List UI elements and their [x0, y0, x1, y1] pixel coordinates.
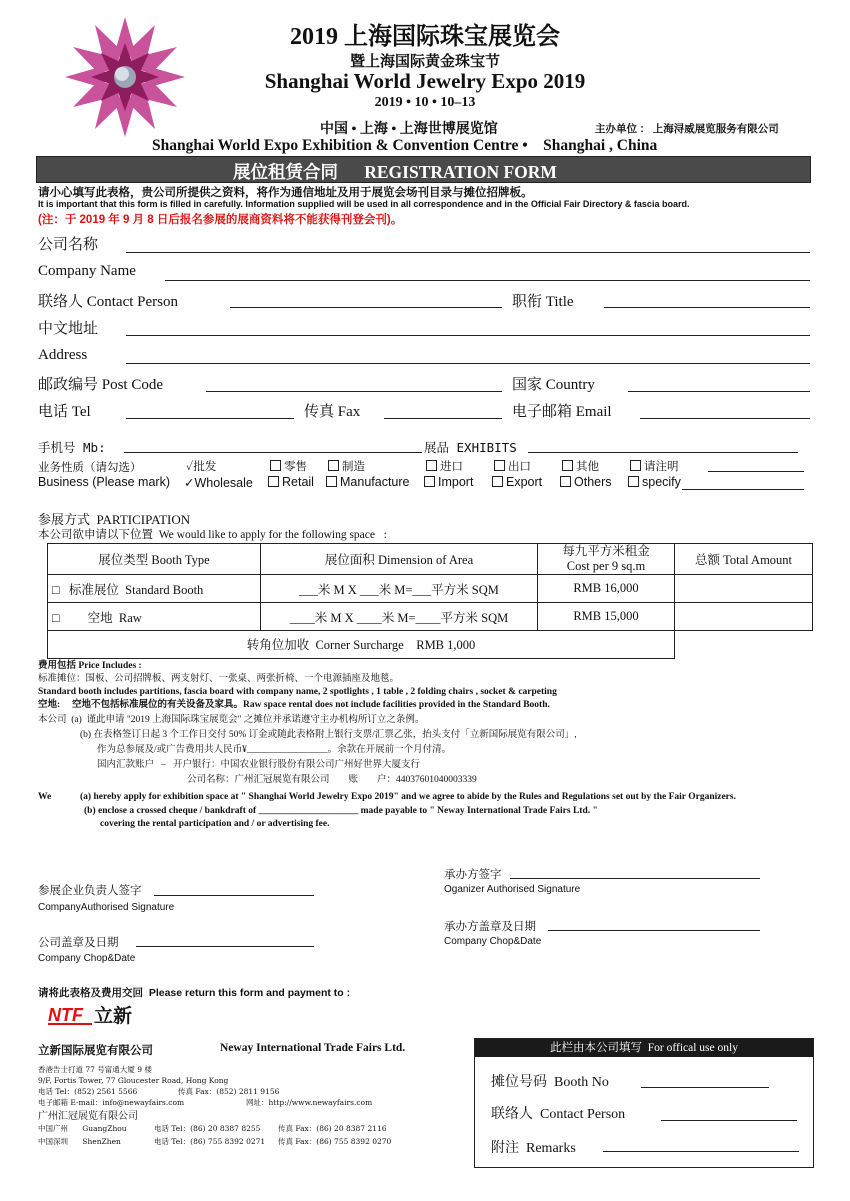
company-chop-cn-label: 公司盖章及日期: [38, 935, 119, 949]
exhibits-input[interactable]: [528, 452, 798, 453]
terms-price-includes: 费用包括 Price Includes :: [38, 661, 142, 671]
sz-fax-footer: 传真 Fax：(86) 755 8392 0270: [278, 1137, 392, 1146]
specify-cn-input[interactable]: [708, 471, 804, 472]
company-name-en-label: Company Name: [38, 263, 136, 279]
checkbox-icon[interactable]: [562, 460, 573, 471]
fax-footer: 传真 Fax：(852) 2811 9156: [178, 1087, 280, 1096]
checkbox-icon[interactable]: [426, 460, 437, 471]
option-retail-cn[interactable]: 零售: [270, 458, 307, 474]
website-footer: 网址：http://www.newayfairs.com: [246, 1098, 373, 1107]
company-signature-input[interactable]: [154, 895, 314, 896]
header-booth-type: 展位类型 Booth Type: [48, 544, 261, 575]
company-name-cn-input[interactable]: [126, 252, 810, 253]
gz-city-footer: 中国广州 GuangZhou: [38, 1124, 127, 1133]
organizer-chop-input[interactable]: [548, 930, 760, 931]
organizer-signature-input[interactable]: [510, 878, 760, 879]
address-cn-footer: 香港告士打道 77 号富通大厦 9 楼: [38, 1065, 152, 1074]
fax-input[interactable]: [384, 418, 502, 419]
office-contact-input[interactable]: [661, 1120, 797, 1121]
title-en: Shanghai World Jewelry Expo 2019: [264, 69, 586, 93]
tel-input[interactable]: [126, 418, 294, 419]
table-row: [48, 631, 813, 659]
email-footer: 电子邮箱 E-mail：info@newayfairs.com: [38, 1098, 185, 1107]
table-header-row: [48, 544, 813, 575]
option-import-en[interactable]: Import: [424, 475, 473, 489]
booth-type-raw[interactable]: □ 空地 Raw: [48, 603, 261, 631]
checkbox-icon[interactable]: [328, 460, 339, 471]
terms-deposit-cn: (b) 在表格签订日起 3 个工作日交付 50% 订金或随此表格附上银行支票/汇票乙张，抬头支付「立新国际展览有限公司」,: [80, 730, 577, 740]
dimension-raw[interactable]: ____米 M X ____米 M=____平方米 SQM: [261, 603, 538, 631]
terms-standard-cn: 标准摊位：围板、公司招牌板、两支射灯、一张桌、两张折椅、一个电源插座及地毯。: [38, 674, 400, 684]
option-specify-en[interactable]: specify: [628, 475, 681, 489]
table-row: [48, 603, 813, 631]
venue-cn: 中国 • 上海 • 上海世博展览馆: [320, 122, 498, 137]
checkbox-icon[interactable]: [560, 476, 571, 487]
remarks-input[interactable]: [603, 1151, 799, 1152]
notice-red: (注：于 2019 年 9 月 8 日后报名参展的展商资料将不能获得刊登会刊)。: [38, 214, 403, 226]
post-code-label: 邮政编号 Post Code: [38, 377, 164, 393]
option-others-en[interactable]: Others: [560, 475, 612, 489]
subtitle-cn: 暨上海国际黄金珠宝节: [349, 54, 500, 70]
banner-text: 展位租赁合同 REGISTRATION FORM: [233, 162, 557, 182]
notice-cn: 请小心填写此表格，贵公司所提供之资料，将作为通信地址及用于展览会场刊目录与摊位招牌板。: [38, 187, 533, 199]
return-instruction: 请将此表格及费用交回 Please return this form and payment to :: [38, 987, 351, 999]
total-standard[interactable]: [675, 575, 813, 603]
cost-raw: RMB 15,000: [538, 603, 675, 631]
corner-surcharge: 转角位加收 Corner Surcharge RMB 1,000: [48, 631, 675, 659]
svg-text:立新: 立新: [94, 1005, 133, 1026]
tel-footer: 电话 Tel：(852) 2561 5566: [38, 1087, 138, 1096]
ntf-logo-icon: [46, 1002, 144, 1026]
company-name-cn-label: 公司名称: [38, 237, 99, 253]
header-total: 总额 Total Amount: [675, 544, 813, 575]
checkbox-icon[interactable]: [628, 476, 639, 487]
option-wholesale-en[interactable]: ✓Wholesale: [184, 476, 253, 490]
office-use-header: 此栏由本公司填写 For offical use only: [475, 1039, 813, 1057]
address-en-label: Address: [38, 347, 88, 363]
organizer-signature-en-label: Oganizer Authorised Signature: [444, 884, 581, 895]
checkbox-icon[interactable]: [630, 460, 641, 471]
title-cn: 2019 上海国际珠宝展览会: [290, 24, 560, 50]
terms-we: We: [38, 792, 52, 802]
company-name-en-input[interactable]: [165, 280, 810, 281]
company-signature-en-label: CompanyAuthorised Signature: [38, 902, 175, 913]
terms-standard-en: Standard booth includes partitions, fascia board with company name, 2 spotlights , 1 table , 2 folding chairs , socket & carpeting: [38, 687, 557, 697]
organizer: 主办单位 ： 上海浔威展览服务有限公司: [595, 124, 779, 135]
address-cn-label: 中文地址: [38, 321, 99, 337]
company-name-cn-footer: 立新国际展览有限公司: [38, 1043, 153, 1057]
business-cn-label: 业务性质（请勾选）: [38, 460, 142, 474]
gz-tel-footer: 电话 Tel：(86) 20 8387 8255: [154, 1124, 261, 1133]
checkbox-icon[interactable]: [270, 460, 281, 471]
mobile-label: 手机号 Mb:: [38, 440, 106, 455]
company-name-en-footer: Neway International Trade Fairs Ltd.: [220, 1042, 406, 1054]
organizer-chop-cn-label: 承办方盖章及日期: [444, 919, 536, 933]
remarks-label: 附注 Remarks: [491, 1141, 576, 1156]
venue-en: Shanghai World Expo Exhibition & Convention Centre • Shanghai , China: [152, 137, 658, 154]
terms-bank-cn: 国内汇款账户 – 开户银行：中国农业银行股份有限公司广州好世界大厦支行: [97, 760, 421, 770]
table-row: [48, 575, 813, 603]
checkbox-icon[interactable]: [492, 476, 503, 487]
gz-fax-footer: 传真 Fax：(86) 20 8387 2116: [278, 1124, 387, 1133]
cost-standard: RMB 16,000: [538, 575, 675, 603]
ntf-logo-text: NTF: [48, 1005, 83, 1025]
checkbox-icon[interactable]: [268, 476, 279, 487]
booth-type-standard[interactable]: □ 标准展位 Standard Booth: [48, 575, 261, 603]
tel-label: 电话 Tel: [38, 404, 91, 420]
booth-no-label: 摊位号码 Booth No: [491, 1075, 609, 1090]
organizer-chop-en-label: Company Chop&Date: [444, 936, 542, 947]
terms-apply-cn: 本公司 (a) 谨此申请 "2019 上海国际珠宝展览会" 之摊位并承诺遵守主办机构所订立之条例。: [38, 715, 425, 725]
participation-intro: 本公司欲申请以下位置 We would like to apply for the following space :: [38, 529, 387, 541]
checkbox-icon[interactable]: [494, 460, 505, 471]
specify-en-input[interactable]: [682, 489, 804, 490]
exhibits-label: 展品 EXHIBITS: [424, 440, 517, 455]
participation-heading: 参展方式 PARTICIPATION: [38, 512, 191, 527]
booth-table: [47, 543, 813, 659]
option-manufacture-cn[interactable]: 制造: [328, 458, 365, 474]
total-raw[interactable]: [675, 603, 813, 631]
terms-account-cn: 公司名称：广州汇冠展览有限公司 账 户：44037601040003339: [187, 775, 477, 785]
business-en-label: Business (Please mark): [38, 475, 170, 489]
dimension-standard[interactable]: ___米 M X ___米 M=___平方米 SQM: [261, 575, 538, 603]
booth-no-input[interactable]: [641, 1087, 769, 1088]
option-export-cn[interactable]: 出口: [494, 458, 531, 474]
mobile-input[interactable]: [124, 452, 422, 453]
country-label: 国家 Country: [512, 377, 595, 393]
email-input[interactable]: [640, 418, 810, 419]
address-en-footer: 9/F, Fortis Tower, 77 Gloucester Road, Hong Kong: [38, 1076, 229, 1085]
gz-company-footer: 广州汇冠展览有限公司: [38, 1111, 138, 1122]
office-contact-label: 联络人 Contact Person: [491, 1107, 626, 1122]
terms-amount-cn: 作为总参展及/或广告费用共人民币¥_________________。余款在开展前一个月付清。: [97, 745, 452, 755]
expo-date: 2019 • 10 • 10–13: [374, 95, 476, 110]
option-specify-cn[interactable]: 请注明: [630, 458, 679, 474]
contact-person-input[interactable]: [230, 307, 502, 308]
checkbox-icon[interactable]: [424, 476, 435, 487]
notice-en: It is important that this form is filled in carefully. Information supplied will be used in all correspondence and in the Official Fair Directory & fascia board.: [38, 199, 690, 209]
company-chop-en-label: Company Chop&Date: [38, 953, 136, 964]
email-label: 电子邮箱 Email: [512, 404, 612, 420]
option-others-cn[interactable]: 其他: [562, 458, 599, 474]
organizer-signature-cn-label: 承办方签字: [444, 867, 502, 881]
sz-tel-footer: 电话 Tel：(86) 755 8392 0271: [154, 1137, 266, 1146]
terms-cheque-en: (b) enclose a crossed cheque / bankdraft of _____________________ made payable to " Neway International Trade Fairs Ltd. ": [84, 806, 598, 816]
terms-raw: 空地: 空地不包括标准展位的有关设备及家具。Raw space rental does not include facilities provided in the Standard Booth.: [38, 700, 550, 710]
sz-city-footer: 中国深圳 ShenZhen: [38, 1137, 121, 1146]
address-cn-input[interactable]: [126, 335, 810, 336]
post-code-input[interactable]: [206, 391, 502, 392]
title-input[interactable]: [604, 307, 810, 308]
contact-person-label: 联络人 Contact Person: [38, 294, 178, 310]
title-label: 职衔 Title: [512, 294, 574, 310]
terms-covering-en: covering the rental participation and / or advertising fee.: [100, 819, 330, 829]
checkbox-icon[interactable]: [326, 476, 337, 487]
company-signature-cn-label: 参展企业负责人签字: [38, 883, 142, 897]
address-en-input[interactable]: [126, 363, 810, 364]
header-cost: 每九平方米租金 Cost per 9 sq.m: [538, 544, 675, 575]
header-dimension: 展位面积 Dimension of Area: [261, 544, 538, 575]
fax-label: 传真 Fax: [304, 404, 361, 420]
terms-apply-en: (a) hereby apply for exhibition space at " Shanghai World Jewelry Expo 2019" and we agree to abide by the Rules and Regulations set out by the Fair Organizers.: [80, 792, 736, 802]
option-wholesale-cn[interactable]: ✓批发: [186, 459, 217, 473]
company-chop-input[interactable]: [136, 946, 314, 947]
ntf-logo: [46, 1002, 144, 1026]
option-import-cn[interactable]: 进口: [426, 458, 463, 474]
option-retail-en[interactable]: Retail: [268, 475, 314, 489]
office-use-box: [474, 1038, 814, 1168]
registration-banner: [36, 156, 811, 183]
country-input[interactable]: [628, 391, 810, 392]
option-export-en[interactable]: Export: [492, 475, 542, 489]
option-manufacture-en[interactable]: Manufacture: [326, 475, 409, 489]
